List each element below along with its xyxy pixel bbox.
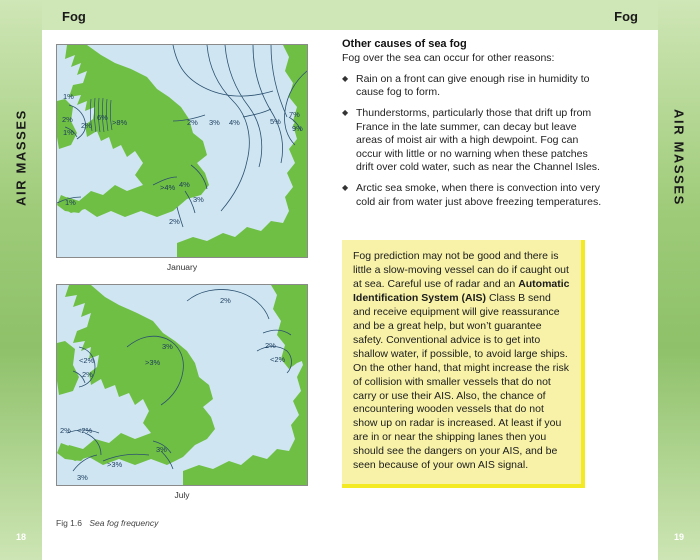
map-percent-label: 2% [187,118,198,127]
diamond-bullet-icon: ◆ [342,73,349,83]
map-july-graphic [57,285,307,485]
section-intro: Fog over the sea can occur for other reasons: [342,52,555,64]
header-band [42,0,658,30]
section-heading: Other causes of sea fog [342,38,467,50]
map-july-caption: July [174,490,190,500]
map-percent-label: 9% [292,124,303,133]
map-percent-label: 2% [265,341,276,350]
ais-term: Automatic Identification System (AIS) [353,277,570,304]
right-tab-label: AIR MASSES [671,109,687,206]
map-percent-label: >3% [107,460,123,469]
map-percent-label: 2% [81,121,92,130]
map-percent-label: 1% [63,92,74,101]
right-page-number: 19 [673,532,684,542]
bullet-item [342,107,604,175]
left-side-tab [0,0,42,560]
map-january-graphic [57,45,307,257]
figure-caption-text: Sea fog frequency [89,518,159,528]
map-july [56,284,308,486]
map-percent-label: >3% [145,358,161,367]
map-percent-label: 6% [97,113,108,122]
causes-bullet-list [342,73,604,210]
map-percent-label: <2% [77,426,93,435]
map-percent-label: >4% [160,183,176,192]
map-percent-label: <2% [270,355,286,364]
diamond-bullet-icon: ◆ [342,107,349,117]
bullet-item [342,73,604,100]
map-percent-label: >8% [112,118,128,127]
map-percent-label: 2% [220,296,231,305]
bullet-text: Rain on a front can give enough rise in humidity to cause fog to form. [356,72,590,99]
advice-note-box [342,240,585,488]
advice-note-text: Fog prediction may not be good and there is little a slow-moving vessel can do if caught out at sea. Careful use of radar and an Automatic Identification System (AIS) Class B send and receive equipment will give reassurance and be a great help, but won’t guarantee safety. Conventional advice is to get into shallow water, if possible, to avoid large ships. On the other hand, that might increase the risk of collision with smaller vessels that do not carry or use their AIS. Also, the chance of encountering wooden vessels that do not show up on radar is increased. At least if you are in or near the shipping lanes then you should see the dangers on your AIS, and be seen because of your own AIS signal. [353,250,570,472]
map-percent-label: 4% [179,180,190,189]
left-page-number: 18 [15,532,26,542]
map-percent-label: 2% [169,217,180,226]
map-january [56,44,308,258]
map-percent-label: 1% [65,198,76,207]
bullet-text: Arctic sea smoke, when there is convection into very cold air from water just above freezing temperatures. [356,182,602,208]
map-percent-label: 3% [193,195,204,204]
map-percent-label: 1% [63,128,74,137]
figure-caption-number: Fig 1.6 [56,518,82,528]
bullet-text: Thunderstorms, particularly those that drift up from France in the late summer, can decay but leave areas of moist air with a high dewpoint. Fog can occur with little or no warning when these patches drift over cold water, such as near the Channel Isles. [356,106,600,174]
article-column [342,38,604,216]
map-percent-label: <2% [79,356,95,365]
map-percent-label: 3% [77,473,88,482]
page-content [42,30,658,560]
map-percent-label: 7% [289,110,300,119]
map-percent-label: 3% [209,118,220,127]
bullet-item [342,182,604,209]
left-tab-label: AIR MASSES [13,109,29,206]
map-percent-label: 4% [229,118,240,127]
map-january-caption: January [166,262,198,272]
map-percent-label: 3% [156,445,167,454]
map-percent-label: 2% [62,115,73,124]
figure-caption [56,518,308,528]
diamond-bullet-icon: ◆ [342,183,349,193]
header-title-left: Fog [62,9,86,24]
map-percent-label: 3% [162,342,173,351]
map-percent-label: 2% [60,426,71,435]
figure-maps-column [56,44,308,528]
map-percent-label: 2% [82,370,93,379]
map-percent-label: 5% [270,117,281,126]
right-side-tab [658,0,700,560]
header-title-right: Fog [614,9,638,24]
